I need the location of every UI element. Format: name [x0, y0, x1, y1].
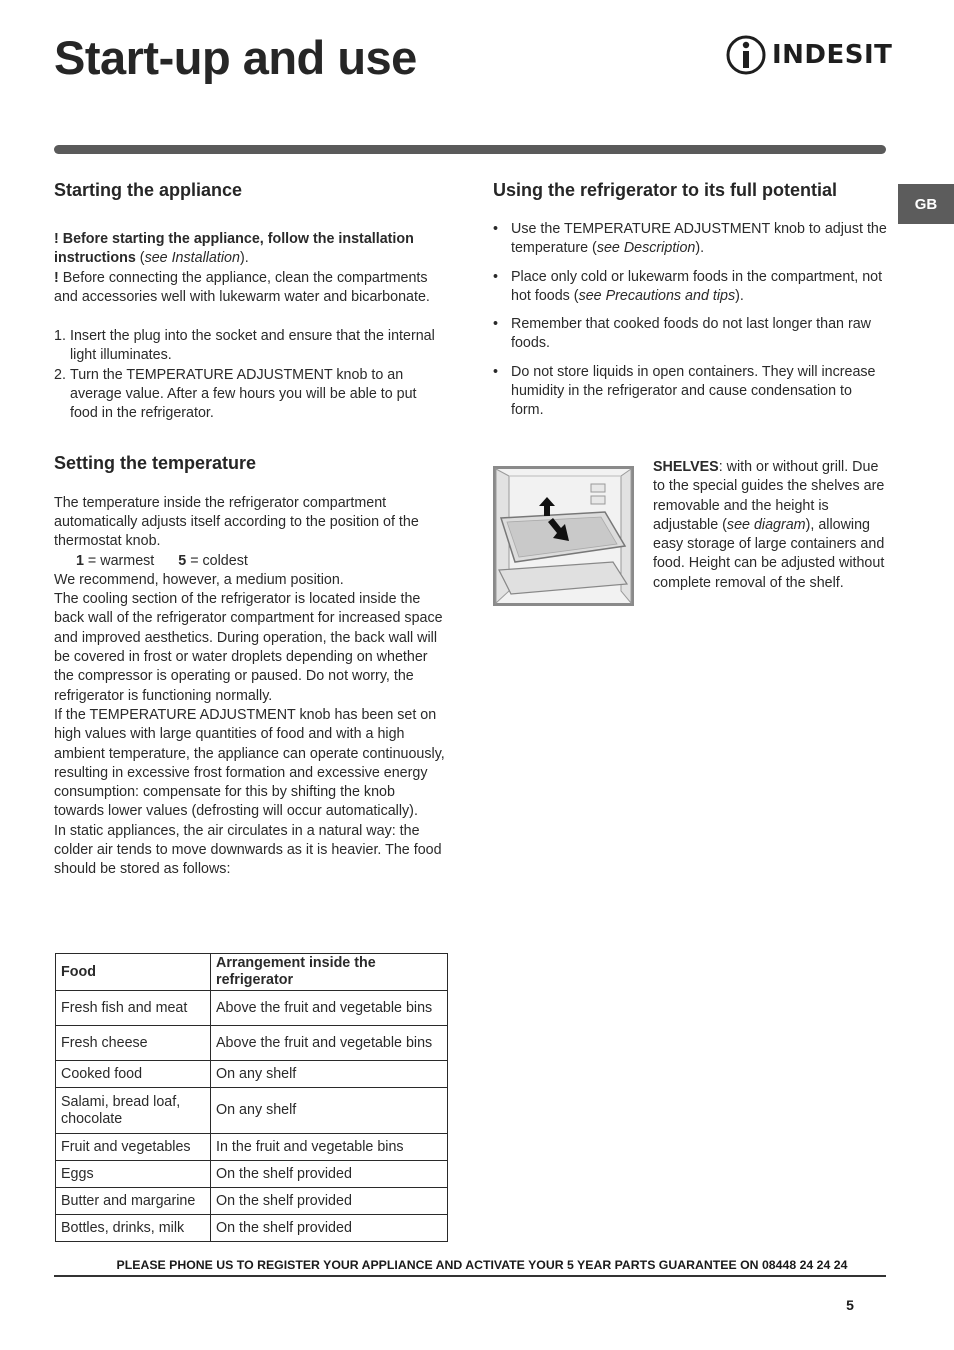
- table-row: [56, 1061, 448, 1088]
- page-number: 5: [846, 1297, 854, 1313]
- table-cell: Fruit and vegetables: [56, 1134, 211, 1161]
- setting-intro: The temperature inside the refrigerator compartment automatically adjusts itself according to the position of the thermostat knob.: [54, 494, 419, 550]
- left-column: [54, 178, 448, 880]
- starting-heading: Starting the appliance: [54, 180, 243, 200]
- shelf-diagram: [493, 466, 634, 606]
- language-tab: GB: [898, 184, 954, 224]
- setting-heading: Setting the temperature: [54, 452, 257, 473]
- table-row: [56, 1188, 448, 1215]
- list-item: • Do not store liquids in open containers. They will increase humidity in the refrigerator and cause condensation to form.: [493, 363, 876, 419]
- right-column: [493, 178, 887, 430]
- indesit-i-logo: [726, 34, 766, 76]
- setting-para-1: We recommend, however, a medium position.: [54, 571, 344, 588]
- table-cell: Bottles, drinks, milk: [56, 1215, 211, 1242]
- table-cell: Salami, bread loaf, chocolate: [56, 1088, 211, 1134]
- table-row: [56, 1134, 448, 1161]
- table-cell: Fresh fish and meat: [56, 991, 211, 1026]
- table-row: [56, 991, 448, 1026]
- table-cell: Cooked food: [56, 1061, 211, 1088]
- warning-installation: ! Before starting the appliance, follow the installation instructions (see Installation).: [54, 231, 414, 267]
- setting-para-4: In static appliances, the air circulates in a natural way: the colder air tends to move downwards as it is heavier. The food should be stored as follows:: [54, 822, 442, 878]
- setting-para-3: If the TEMPERATURE ADJUSTMENT knob has been set on high values with large quantities of food and with a high ambient temperature, the appliance can operate continuously, resulting in excessive frost formation and excessive energy consumption: compensate for this by shifting the knob towards lower values (defrosting will occur automatically).: [54, 706, 445, 820]
- header-divider: [54, 145, 886, 154]
- table-cell: On the shelf provided: [211, 1161, 448, 1188]
- indesit-logo: [726, 34, 892, 76]
- table-cell: On the shelf provided: [211, 1215, 448, 1242]
- table-row: [56, 1026, 448, 1061]
- table-header-row: [56, 954, 448, 991]
- usage-tips: [493, 220, 887, 421]
- page-title: Start-up and use: [54, 31, 417, 84]
- table-cell: Above the fruit and vegetable bins: [211, 1026, 448, 1061]
- table-cell: On any shelf: [211, 1088, 448, 1134]
- table-cell: In the fruit and vegetable bins: [211, 1134, 448, 1161]
- table-header-cell: Arrangement inside the refrigerator: [211, 954, 448, 991]
- list-item: • Use the TEMPERATURE ADJUSTMENT knob to adjust the temperature (see Description).: [493, 221, 887, 257]
- table-cell: Above the fruit and vegetable bins: [211, 991, 448, 1026]
- list-item: 1. Insert the plug into the socket and ensure that the internal light illuminates.: [54, 328, 435, 364]
- registration-note: PLEASE PHONE US TO REGISTER YOUR APPLIANCE AND ACTIVATE YOUR 5 YEAR PARTS GUARANTEE ON 08448 24 24 24: [116, 1258, 848, 1272]
- food-storage-table: [55, 953, 448, 1242]
- warning-cleaning: ! Before connecting the appliance, clean the compartments and accessories well with lukewarm water and bicarbonate.: [54, 269, 430, 305]
- table-row: [56, 1215, 448, 1242]
- list-item: • Remember that cooked foods do not last longer than raw foods.: [493, 316, 872, 352]
- temperature-scale: 1 = warmest 5 = coldest: [76, 552, 248, 569]
- full-potential-heading: Using the refrigerator to its full potential: [493, 180, 838, 200]
- brand-name: INDESIT: [772, 40, 893, 70]
- shelves-description: SHELVES: with or without grill. Due to the special guides the shelves are removable and the height is adjustable (see diagram), allowing easy storage of large containers and food. Height can be adjusted without complete removal of the shelf.: [653, 459, 885, 591]
- footer-divider: [54, 1275, 886, 1277]
- table-cell: Eggs: [56, 1161, 211, 1188]
- table-cell: On the shelf provided: [211, 1188, 448, 1215]
- list-item: • Place only cold or lukewarm foods in the compartment, not hot foods (see Precautions and tips).: [493, 268, 883, 304]
- list-item: 2. Turn the TEMPERATURE ADJUSTMENT knob to an average value. After a few hours you will be able to put food in the refrigerator.: [54, 366, 417, 422]
- table-cell: Butter and margarine: [56, 1188, 211, 1215]
- table-row: [56, 1161, 448, 1188]
- table-row: [56, 1088, 448, 1134]
- table-cell: On any shelf: [211, 1061, 448, 1088]
- table-cell: Fresh cheese: [56, 1026, 211, 1061]
- table-header-cell: Food: [56, 954, 211, 991]
- setting-para-2: The cooling section of the refrigerator is located inside the back wall of the refrigerator compartment for increased space and improved aesthetics. During operation, the back wall will be covered in frost or water droplets depending on whether the compressor is operating or paused. Do not worry, the refrigerator is functioning normally.: [54, 591, 443, 704]
- startup-steps: [54, 327, 448, 423]
